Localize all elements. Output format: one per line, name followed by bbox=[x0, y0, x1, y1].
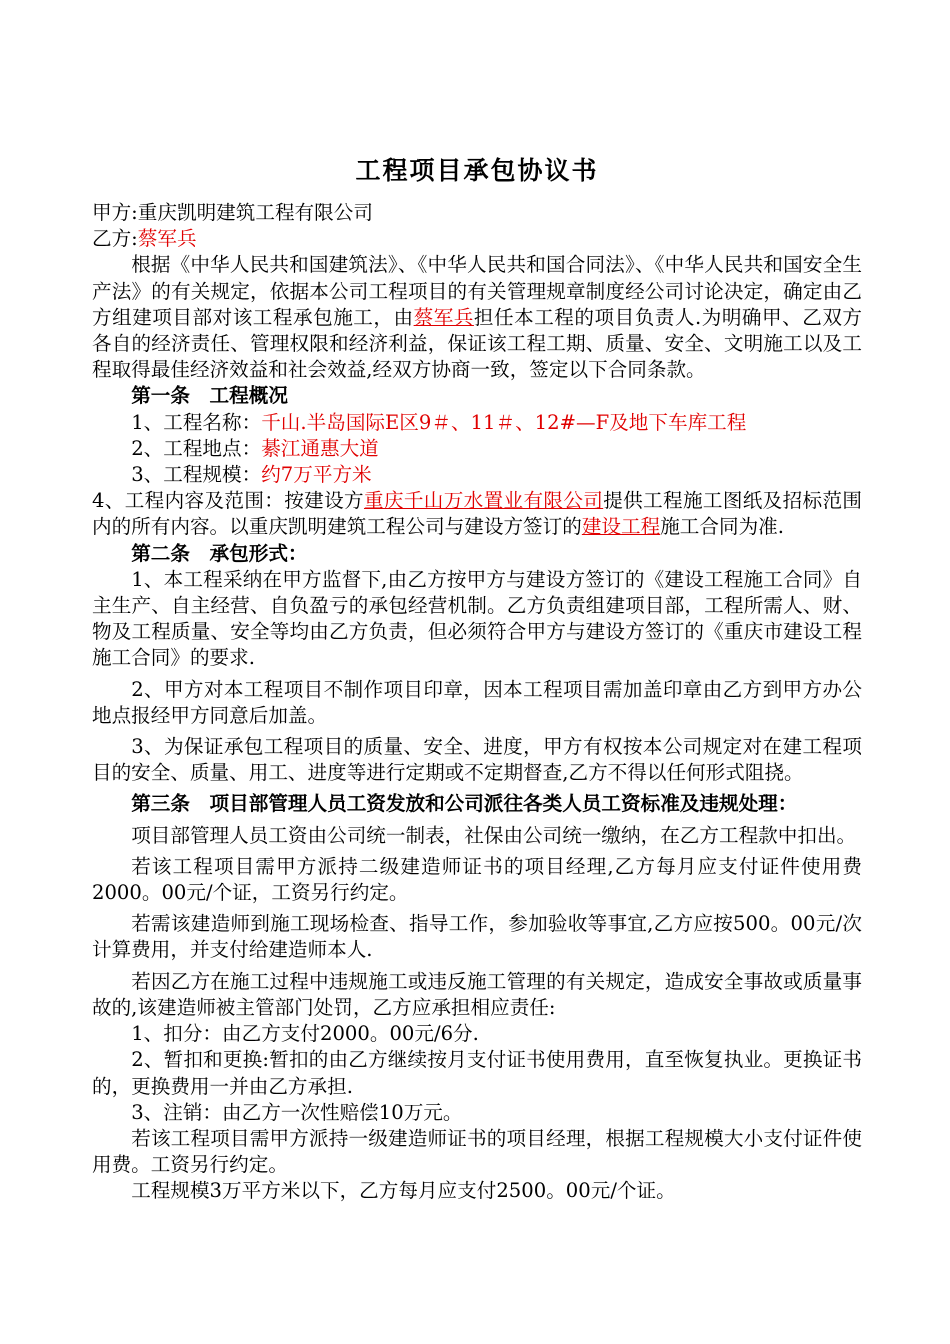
project-location-value: 綦江通惠大道 bbox=[261, 436, 379, 460]
intro-text-end: 担任本工程的项目负责人.为明确甲、乙双方各自的经济责任、管理权限和经济利益，保证该工程工期、质量、安全、文明施工以及工程取得最佳经济效益和社会效益,经双方协商一致，签定以下合同条款。 bbox=[92, 305, 863, 382]
party-a-line bbox=[92, 200, 862, 226]
project-name-label: 1、工程名称： bbox=[131, 410, 262, 434]
intro-text-start: 根据《中华人民共和国建筑法》、《中华人民共和国合同法》、《中华人民共和国安全生产法》的有关规定，依据本公司工程项目的有关管理规章制度经公司讨论决定，确定由乙方组建项目部对该工程承包施工，由 bbox=[92, 253, 862, 329]
article-2-heading: 第二条 承包形式： bbox=[131, 541, 308, 565]
article-3-para-6: 工程规模3万平方米以下，乙方每月应支付2500。00元/个证。 bbox=[131, 1179, 676, 1203]
article-1-heading: 第一条 工程概况 bbox=[131, 384, 288, 408]
document-title: 工程项目承包协议书 bbox=[355, 156, 599, 185]
article-2-clause-3: 3、为保证承包工程项目的质量、安全、进度，甲方有权按本公司规定对在建工程项目的安全、质量、用工、进度等进行定期或不定期督查,乙方不得以任何形式阻挠。 bbox=[92, 735, 862, 785]
article-2-clause-2: 2、甲方对本工程项目不制作项目印章，因本工程项目需加盖印章由乙方到甲方办公地点报经甲方同意后加盖。 bbox=[92, 677, 862, 727]
article-2-clause-1: 1、本工程采纳在甲方监督下,由乙方按甲方与建设方签订的《建设工程施工合同》自主生产、自主经营、自负盈亏的承包经营机制。乙方负责组建项目部，工程所需人、财、物及工程质量、安全等均由乙方负责，但必须符合甲方与建设方签订的《重庆市建设工程施工合同》的要求. bbox=[92, 567, 862, 670]
article-3-para-4: 若因乙方在施工过程中违规施工或违反施工管理的有关规定，造成安全事故或质量事故的,该建造师被主管部门处罚，乙方应承担相应责任: bbox=[92, 969, 862, 1019]
intro-paragraph bbox=[92, 252, 862, 383]
project-scale-label: 3、工程规模： bbox=[131, 463, 262, 487]
article-3-penalty-2: 2、暂扣和更换:暂扣的由乙方继续按月支付证书使用费用，直至恢复执业。更换证书的，更换费用一并由乙方承担. bbox=[92, 1048, 862, 1098]
party-a-label: 甲方: bbox=[92, 201, 138, 224]
scope-text-start: 4、工程内容及范围：按建设方 bbox=[92, 489, 364, 513]
project-location-line bbox=[92, 436, 862, 462]
article-3-penalty-1: 1、扣分：由乙方支付2000。00元/6分. bbox=[131, 1022, 479, 1046]
article-3-para-2: 若该工程项目需甲方派持二级建造师证书的项目经理,乙方每月应支付证件使用费2000。00元/个证，工资另行约定。 bbox=[92, 854, 862, 905]
project-location-label: 2、工程地点： bbox=[131, 436, 262, 460]
developer-company: 重庆千山万水置业有限公司 bbox=[363, 489, 604, 513]
project-scope-paragraph bbox=[92, 488, 862, 540]
construction-contract-link: 建设工程 bbox=[581, 515, 661, 539]
party-b-label: 乙方: bbox=[92, 227, 138, 251]
party-a-name: 重庆凯明建筑工程有限公司 bbox=[137, 201, 373, 224]
party-b-name: 蔡军兵 bbox=[137, 227, 197, 251]
article-3-para-3: 若需该建造师到施工现场检查、指导工作，参加验收等事宜,乙方应按500。00元/次计算费用，并支付给建造师本人. bbox=[92, 912, 862, 962]
project-name-value: 千山.半岛国际E区9＃、11＃、12#—F及地下车库工程 bbox=[261, 410, 747, 434]
scope-text-end: 施工合同为准. bbox=[660, 515, 785, 539]
article-3-para-5: 若该工程项目需甲方派持一级建造师证书的项目经理，根据工程规模大小支付证件使用费。工资另行约定。 bbox=[92, 1126, 862, 1177]
project-name-line bbox=[92, 410, 862, 436]
project-scale-value: 约7万平方米 bbox=[261, 463, 372, 487]
project-scale-line bbox=[92, 462, 862, 488]
article-3-heading: 第三条 项目部管理人员工资发放和公司派往各类人员工资标准及违规处理： bbox=[131, 792, 798, 816]
project-lead-name: 蔡军兵 bbox=[413, 305, 474, 329]
article-3-para-1: 项目部管理人员工资由公司统一制表，社保由公司统一缴纳，在乙方工程款中扣出。 bbox=[131, 823, 857, 847]
scope-text-mid: 提供工程施工图纸及招标范围内的所有内容。以重庆凯明建筑工程公司与建设方签订的 bbox=[92, 489, 863, 539]
article-3-penalty-3: 3、注销：由乙方一次性赔偿10万元。 bbox=[131, 1100, 463, 1124]
party-b-line bbox=[92, 226, 862, 252]
